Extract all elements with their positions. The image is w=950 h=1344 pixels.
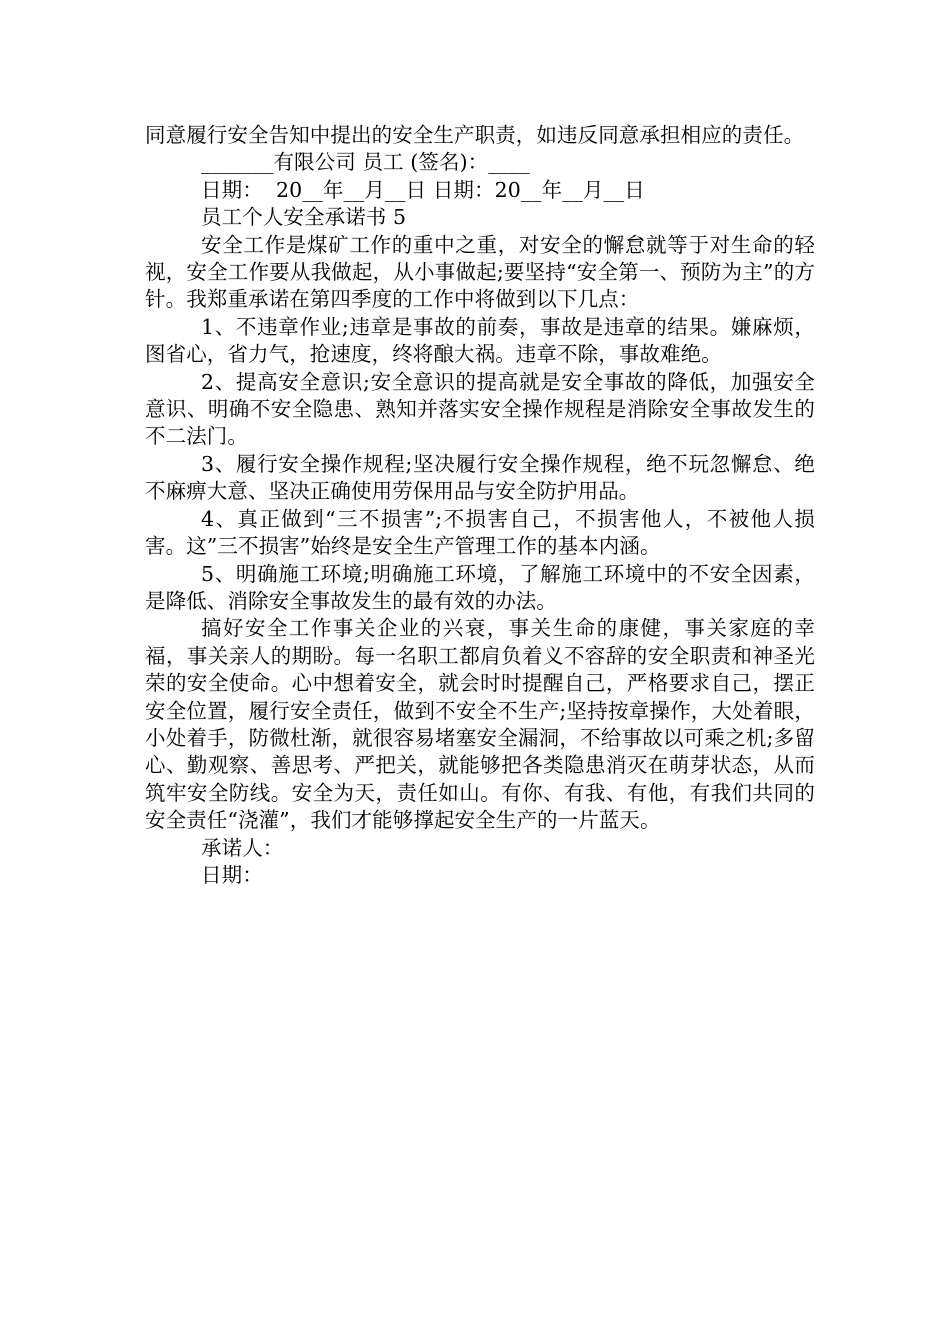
list-item: 4、真正做到“三不损害”;不损害自己，不损害他人，不被他人损害。这”三不损害”始终是安全生产管理工作的基本内涵。 bbox=[145, 506, 815, 559]
signature-line: _______有限公司 员工 (签名)：____ bbox=[201, 150, 530, 175]
list-item: 3、履行安全操作规程;坚决履行安全操作规程，绝不玩忽懈怠、绝不麻痹大意、坚决正确使用劳保用品与安全防护用品。 bbox=[145, 451, 815, 504]
list-item: 5、明确施工环境;明确施工环境，了解施工环境中的不安全因素，是降低、消除安全事故发生的最有效的办法。 bbox=[145, 561, 815, 613]
opening-paragraph: 同意履行安全告知中提出的安全生产职责，如违反同意承担相应的责任。 bbox=[145, 123, 805, 147]
date-label: 日期： bbox=[201, 862, 263, 887]
document-heading: 员工个人安全承诺书 5 bbox=[201, 205, 407, 230]
date-line: 日期： 20__年__月__日 日期：20__年__月__日 bbox=[201, 177, 645, 202]
intro-paragraph: 安全工作是煤矿工作的重中之重，对安全的懈怠就等于对生命的轻视，安全工作要从我做起，从小事做起;要坚持“安全第一、预防为主”的方针。我郑重承诺在第四季度的工作中将做到以下几点： bbox=[145, 232, 815, 312]
promiser-label: 承诺人： bbox=[201, 835, 284, 860]
list-item: 1、不违章作业;违章是事故的前奏，事故是违章的结果。嫌麻烦，图省心，省力气，抢速度，终将酿大祸。违章不除，事故难绝。 bbox=[145, 314, 815, 367]
list-item: 2、提高安全意识;安全意识的提高就是安全事故的降低，加强安全意识、明确不安全隐患、熟知并落实安全操作规程是消除安全事故发生的不二法门。 bbox=[145, 369, 815, 449]
document-body bbox=[145, 122, 815, 889]
closing-paragraph: 搞好安全工作事关企业的兴衰，事关生命的康健，事关家庭的幸福，事关亲人的期盼。每一名职工都肩负着义不容辞的安全职责和神圣光荣的安全使命。心中想着安全，就会时时提醒自己，严格要求自己，摆正安全位置，履行安全责任，做到不安全不生产;坚持按章操作，大处着眼，小处着手，防微杜渐，就很容易堵塞安全漏洞，不给事故以可乘之机;多留心、勤观察、善思考、严把关，就能够把各类隐患消灭在萌芽状态，从而筑牢安全防线。安全为天，责任如山。有你、有我、有他，有我们共同的安全责任“浇灌”，我们才能够撑起安全生产的一片蓝天。 bbox=[145, 616, 815, 833]
